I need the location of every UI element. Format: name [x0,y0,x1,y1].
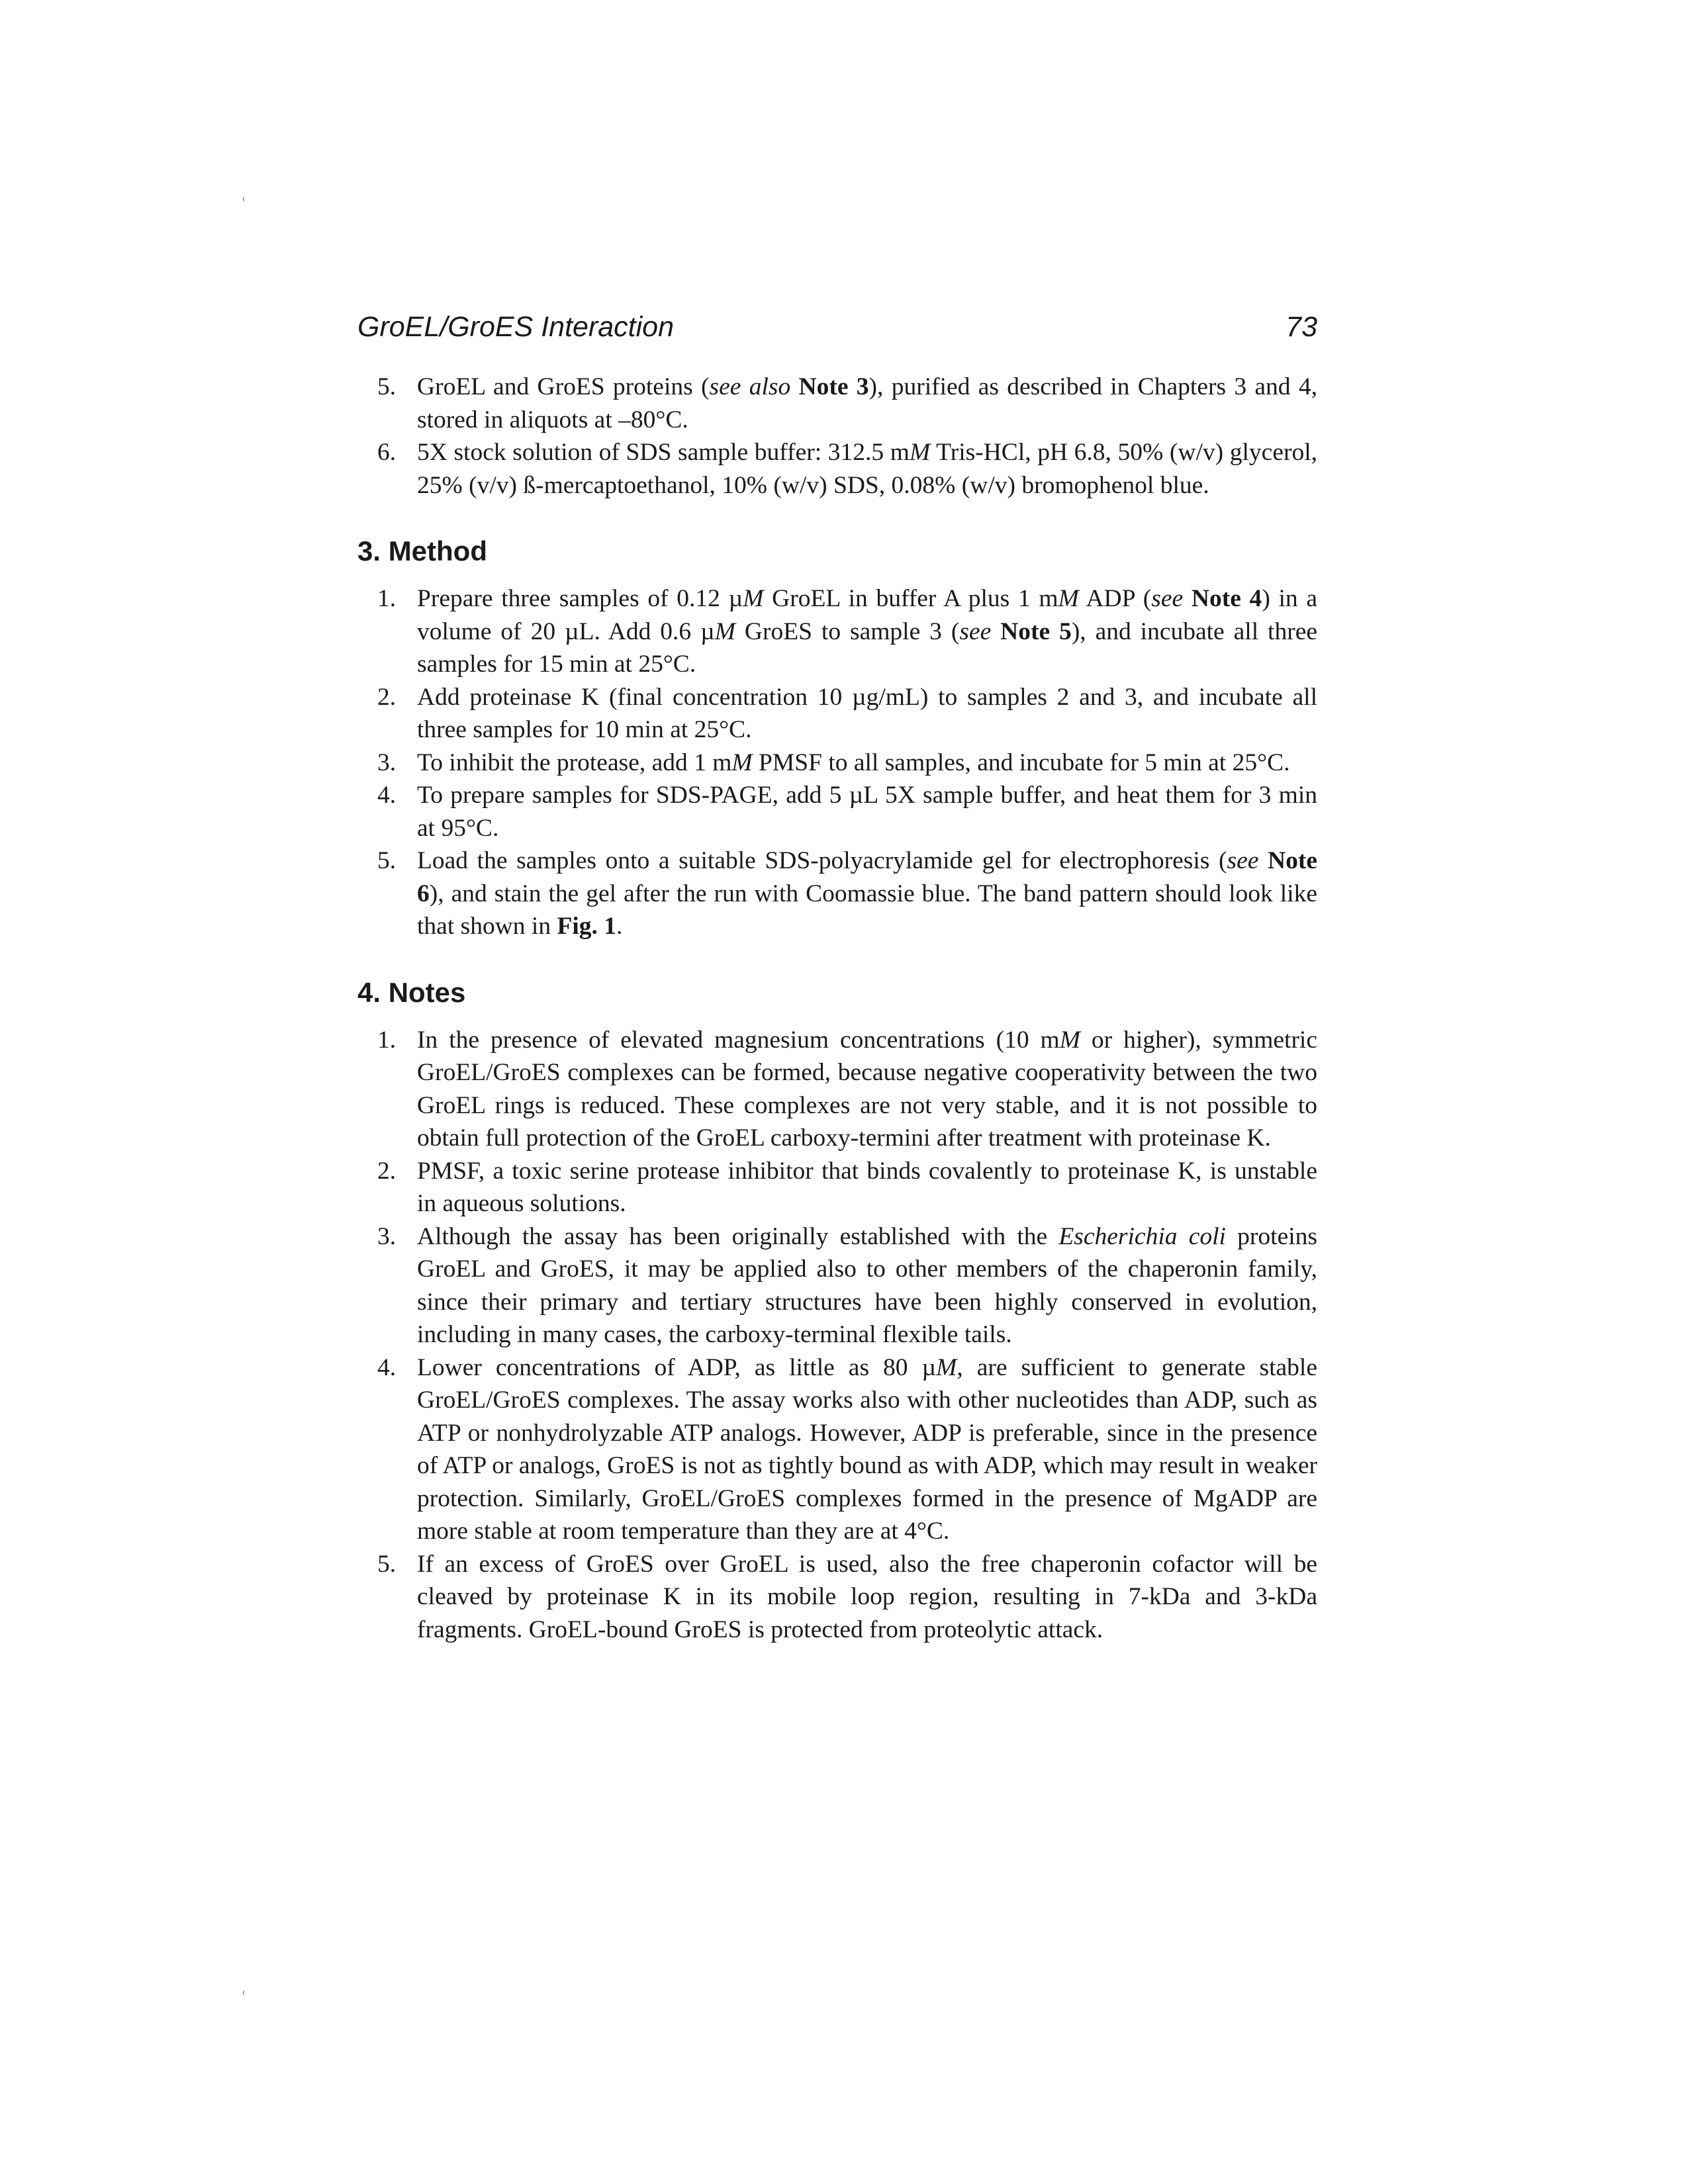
item-number: 6. [377,439,397,466]
notes-item [357,1220,1317,1351]
item-number: 3. [377,749,397,776]
notes-item [357,1548,1317,1647]
page-number: 73 [1286,311,1317,343]
item-number: 5. [377,373,397,400]
item-number: 2. [377,1157,397,1185]
item-number: 4. [377,1353,397,1381]
item-number: 3. [377,1222,397,1250]
scan-mark-top [243,197,244,201]
item-text: Lower concentrations of ADP, as little as 80 µM, are sufficient to generate stable GroEL/GroES complexes. The assay works also with other nucleotides than ADP, such as ATP or nonhydrolyzable ATP analogs. However, ADP is preferable, since in the presence of ATP or analogs, GroES is not as tightly bound as with ADP, which may result in weaker protection. Similarly, GroEL/GroES complexes formed in the presence of MgADP are more stable at room temperature than they are at 4°C. [417,1353,1317,1545]
item-text: Load the samples onto a suitable SDS-polyacrylamide gel for electrophoresis (see Note 6), and stain the gel after the run with Coomassie blue. The band pattern should look like that shown in Fig. 1. [417,847,1318,940]
notes-item [357,1155,1317,1220]
item-text: Add proteinase K (final concentration 10 µg/mL) to samples 2 and 3, and incubate all three samples for 10 min at 25°C. [417,683,1317,743]
scan-mark-bottom [243,1991,244,1995]
method-item [357,582,1317,681]
notes-item [357,1351,1317,1548]
item-text: In the presence of elevated magnesium concentrations (10 mM or higher), symmetric GroEL/GroES complexes can be formed, because negative cooperativity between the two GroEL rings is reduced. These complexes are not very stable, and it is not possible to obtain full protection of the GroEL carboxy-termini after treatment with proteinase K. [417,1026,1317,1152]
method-item [357,844,1317,943]
item-text: PMSF, a toxic serine protease inhibitor that binds covalently to proteinase K, is unstable in aqueous solutions. [417,1157,1317,1217]
item-text: To prepare samples for SDS-PAGE, add 5 µL 5X sample buffer, and heat them for 3 min at 95°C. [417,782,1317,842]
notes-item [357,1024,1317,1155]
item-text: 5X stock solution of SDS sample buffer: 312.5 mM Tris-HCl, pH 6.8, 50% (w/v) glycerol, 25% (v/v) ß-mercaptoethanol, 10% (w/v) SDS, 0.08% (w/v) bromophenol blue. [417,439,1317,499]
method-item [357,747,1317,780]
item-text: Although the assay has been originally established with the Escherichia coli proteins GroEL and GroES, it may be applied also to other members of the chaperonin family, since their primary and tertiary structures have been highly conserved in evolution, including in many cases, the carboxy-terminal flexible tails. [417,1222,1317,1348]
item-number: 5. [377,1550,397,1578]
running-head-title: GroEL/GroES Interaction [357,311,674,343]
item-number: 2. [377,683,397,711]
item-number: 1. [377,1026,397,1054]
materials-list [357,371,1317,502]
method-heading: 3. Method [357,535,487,567]
method-item [357,681,1317,747]
item-text: To inhibit the protease, add 1 mM PMSF to all samples, and incubate for 5 min at 25°C. [417,749,1290,776]
item-text: GroEL and GroES proteins (see also Note 3), purified as described in Chapters 3 and 4, stored in aliquots at –80°C. [417,373,1317,433]
page [357,311,1317,1646]
item-text: Prepare three samples of 0.12 µM GroEL in buffer A plus 1 mM ADP (see Note 4) in a volume of 20 µL. Add 0.6 µM GroES to sample 3 (see Note 5), and incubate all three samples for 15 min at 25°C. [417,585,1318,678]
materials-item [357,371,1317,436]
notes-heading: 4. Notes [357,976,466,1008]
method-item [357,779,1317,844]
item-text: If an excess of GroES over GroEL is used, also the free chaperonin cofactor will be cleaved by proteinase K in its mobile loop region, resulting in 7-kDa and 3-kDa fragments. GroEL-bound GroES is protected from proteolytic attack. [417,1550,1317,1643]
item-number: 4. [377,782,397,809]
item-number: 5. [377,847,397,874]
running-head [357,311,1317,357]
materials-item [357,436,1317,502]
method-list [357,582,1317,943]
item-number: 1. [377,585,397,612]
notes-list [357,1024,1317,1647]
